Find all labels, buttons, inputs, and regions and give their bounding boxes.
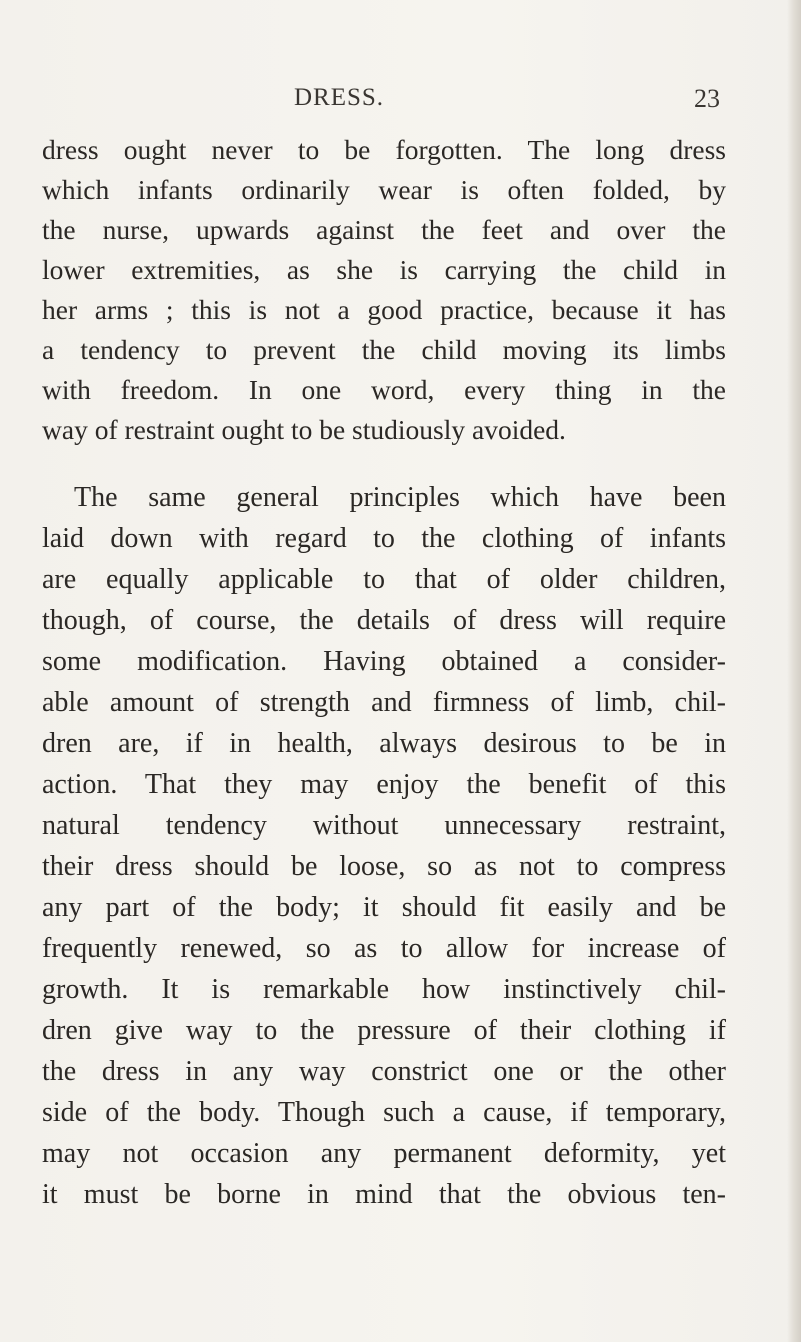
- text-line: growth. It is remarkable how instinctively chil-: [42, 974, 726, 1005]
- text-line: a tendency to prevent the child moving its limbs: [42, 334, 726, 365]
- page-header: [280, 84, 720, 124]
- page-number: 23: [694, 84, 720, 113]
- text-line: laid down with regard to the clothing of infants: [42, 523, 726, 554]
- text-line: some modification. Having obtained a consider-: [42, 646, 726, 677]
- text-line: able amount of strength and firmness of limb, chil-: [42, 687, 726, 718]
- text-line: dress ought never to be forgotten. The long dress: [42, 134, 726, 165]
- text-line: which infants ordinarily wear is often folded, by: [42, 174, 726, 205]
- text-line: her arms ; this is not a good practice, because it has: [42, 294, 726, 325]
- paragraph-1: [42, 130, 726, 450]
- text-line: though, of course, the details of dress will require: [42, 605, 726, 636]
- running-head: DRESS.: [294, 84, 385, 111]
- page-edge-shadow: [787, 0, 801, 1342]
- text-line: natural tendency without unnecessary restraint,: [42, 810, 726, 841]
- text-line: frequently renewed, so as to allow for increase of: [42, 933, 726, 964]
- text-line: it must be borne in mind that the obvious ten-: [42, 1179, 726, 1210]
- text-line: action. That they may enjoy the benefit of this: [42, 769, 726, 800]
- body-text: [42, 130, 726, 1215]
- text-line: are equally applicable to that of older children,: [42, 564, 726, 595]
- text-line: lower extremities, as she is carrying the child in: [42, 254, 726, 285]
- text-line: side of the body. Though such a cause, if temporary,: [42, 1097, 726, 1128]
- text-line: the dress in any way constrict one or the other: [42, 1056, 726, 1087]
- paragraph-2: [42, 477, 726, 1215]
- text-line: dren are, if in health, always desirous to be in: [42, 728, 726, 759]
- text-line: the nurse, upwards against the feet and over the: [42, 214, 726, 245]
- text-line: with freedom. In one word, every thing in the: [42, 374, 726, 405]
- text-line: The same general principles which have been: [74, 482, 726, 513]
- text-line: way of restraint ought to be studiously avoided.: [42, 414, 566, 445]
- paragraph-gap: [42, 450, 726, 477]
- text-line: their dress should be loose, so as not to compress: [42, 851, 726, 882]
- text-line: dren give way to the pressure of their clothing if: [42, 1015, 726, 1046]
- text-line: may not occasion any permanent deformity, yet: [42, 1138, 726, 1169]
- text-line: any part of the body; it should fit easily and be: [42, 892, 726, 923]
